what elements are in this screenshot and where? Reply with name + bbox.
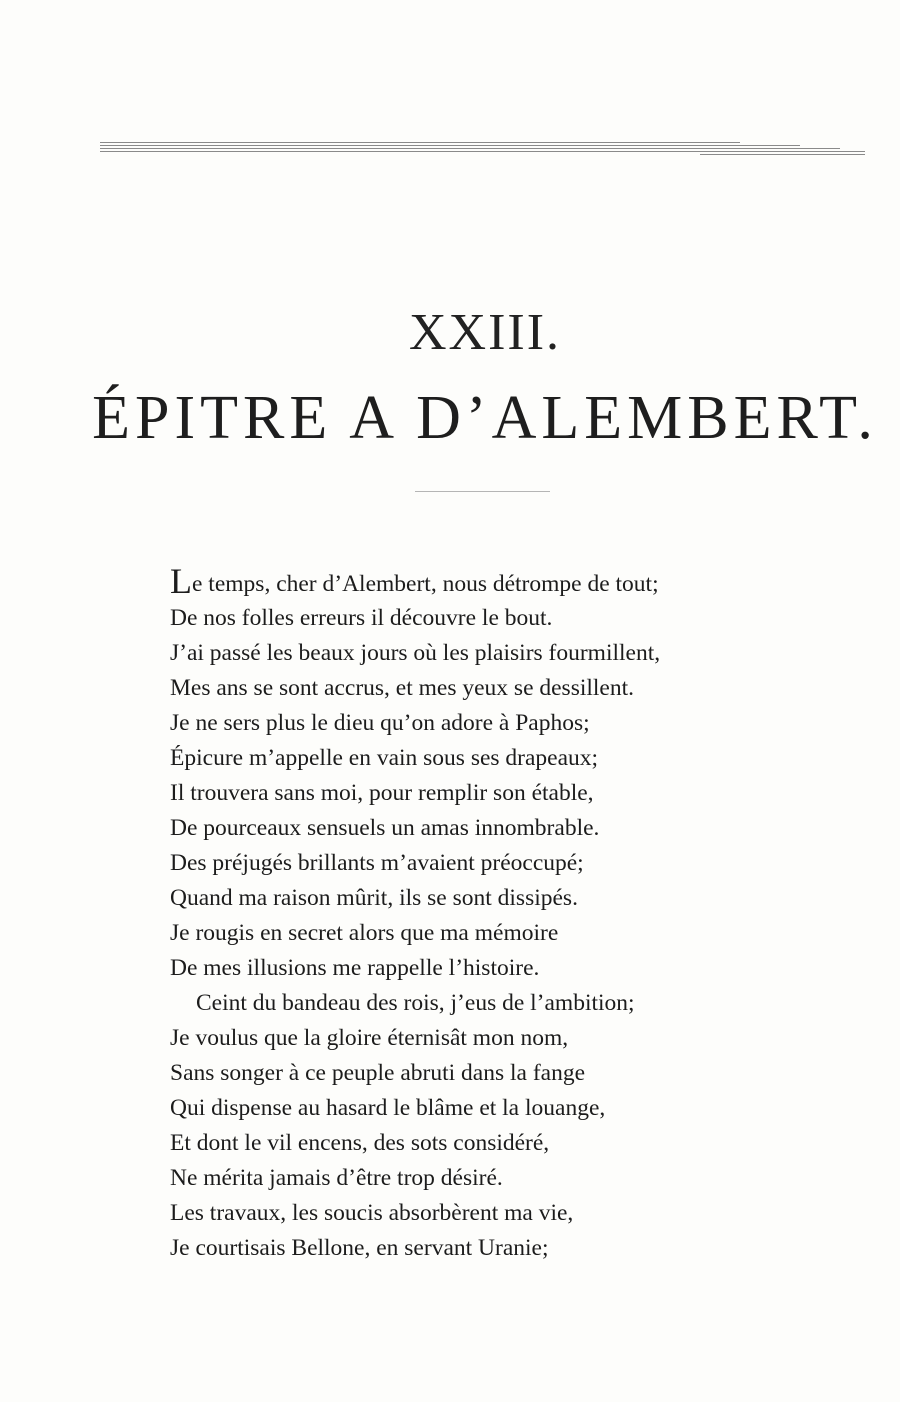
poem-line: Je ne sers plus le dieu qu’on adore à Paphos; — [170, 710, 590, 736]
chapter-numeral: XXIII. — [408, 304, 562, 361]
poem-line: Les travaux, les soucis absorbèrent ma vie, — [170, 1200, 574, 1226]
poem-line: Mes ans se sont accrus, et mes yeux se dessillent. — [170, 675, 635, 701]
poem-line: Sans songer à ce peuple abruti dans la fange — [170, 1060, 586, 1086]
poem-line: Je rougis en secret alors que ma mémoire — [170, 920, 559, 946]
page-title: ÉPITRE A D’ALEMBERT. — [92, 384, 878, 452]
poem-line: Le temps, cher d’Alembert, nous détrompe de tout; — [170, 561, 659, 601]
poem-line: Je courtisais Bellone, en servant Uranie; — [170, 1235, 549, 1261]
poem-line: De pourceaux sensuels un amas innombrable. — [170, 815, 600, 841]
drop-cap-initial: L — [170, 561, 192, 601]
poem-body — [170, 561, 830, 1266]
title-divider — [415, 491, 550, 492]
poem-line: De mes illusions me rappelle l’histoire. — [170, 955, 540, 981]
poem-line: Des préjugés brillants m’avaient préoccupé; — [170, 850, 584, 876]
poem-line: Ne mérita jamais d’être trop désiré. — [170, 1165, 503, 1191]
poem-line: De nos folles erreurs il découvre le bout. — [170, 605, 553, 631]
poem-line: Et dont le vil encens, des sots considéré, — [170, 1130, 550, 1156]
poem-line: Il trouvera sans moi, pour remplir son étable, — [170, 780, 594, 806]
poem-line: Je voulus que la gloire éternisât mon nom, — [170, 1025, 569, 1051]
poem-line: Quand ma raison mûrit, ils se sont dissipés. — [170, 885, 578, 911]
poem-line: Ceint du bandeau des rois, j’eus de l’ambition; — [196, 990, 635, 1016]
poem-line: J’ai passé les beaux jours où les plaisirs fourmillent, — [170, 640, 661, 666]
poem-line: Épicure m’appelle en vain sous ses drapeaux; — [170, 745, 599, 771]
top-rule — [100, 142, 865, 156]
poem-line: Qui dispense au hasard le blâme et la louange, — [170, 1095, 606, 1121]
